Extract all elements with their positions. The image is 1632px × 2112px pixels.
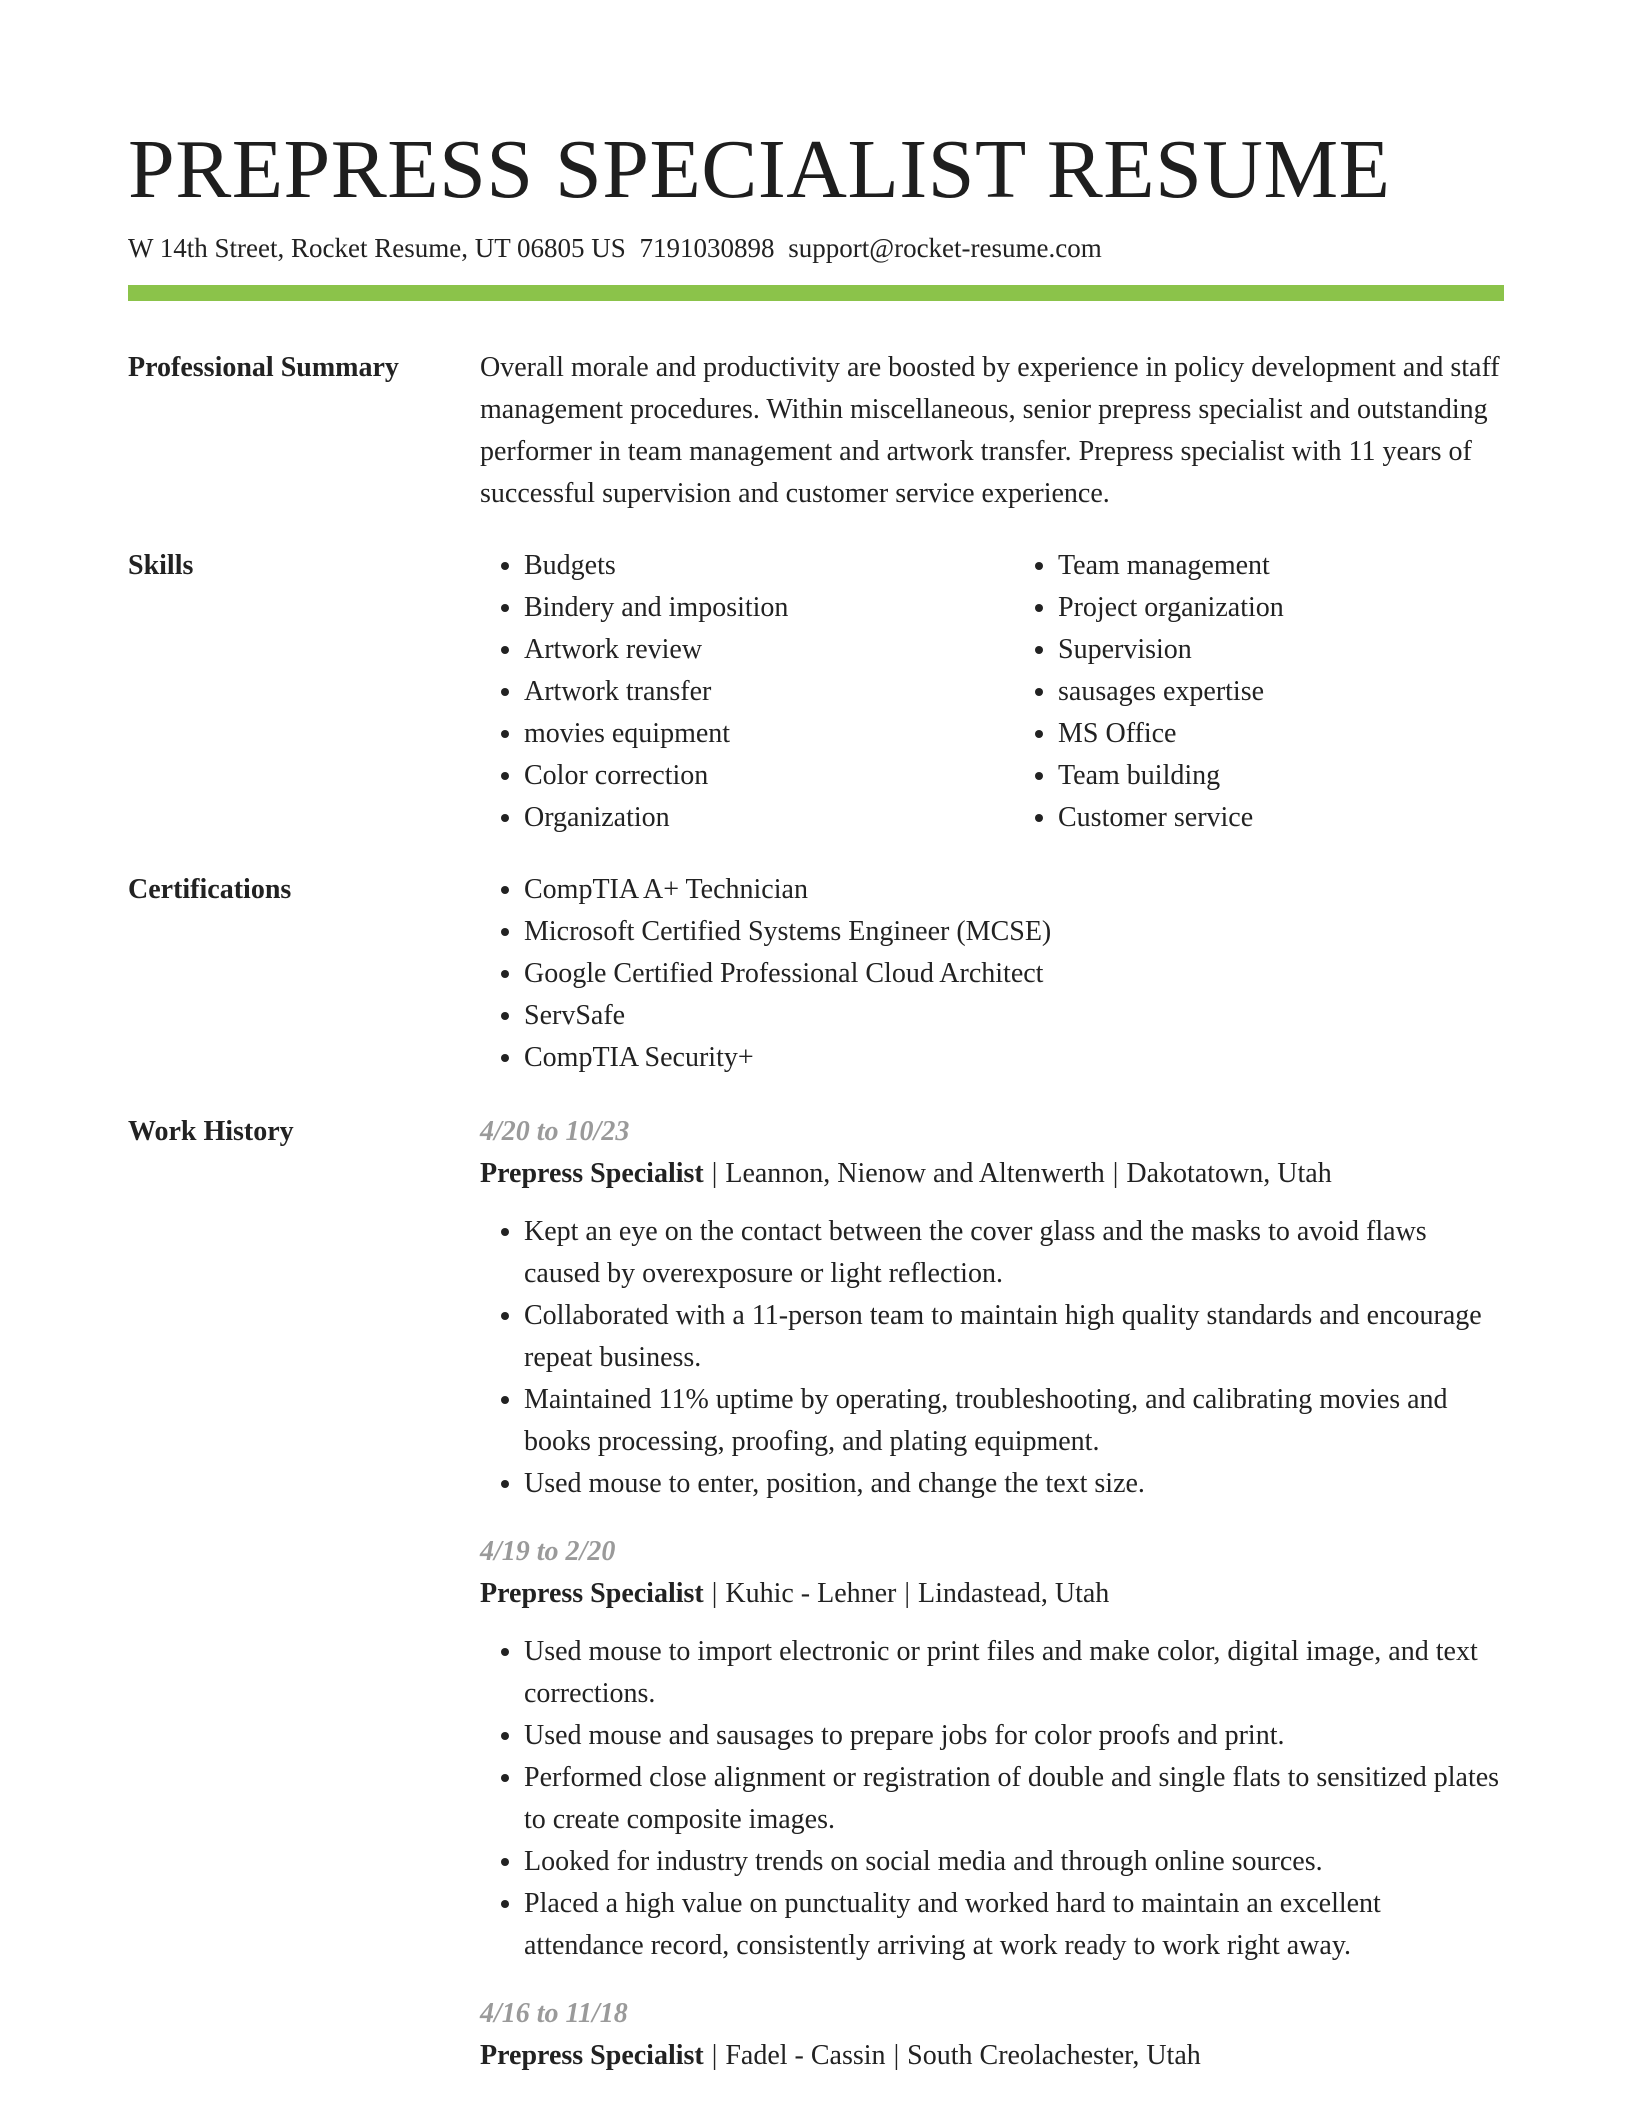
skill-item: • Team building [1058, 755, 1504, 797]
job-bullet: • Kept an eye on the contact between the cover glass and the masks to avoid flaws caused by overexposure or light reflection. [524, 1211, 1504, 1295]
skill-item: • Project organization [1058, 587, 1504, 629]
contact-line [128, 230, 1102, 266]
job-bullets [480, 1211, 1504, 1505]
job-bullet: • Used mouse to enter, position, and change the text size. [524, 1463, 1504, 1505]
job-company: Leannon, Nienow and Altenwerth [725, 1158, 1105, 1189]
skill-item: • Artwork review [524, 629, 970, 671]
certification-item: • CompTIA Security+ [524, 1037, 1504, 1079]
job-dates: 4/19 to 2/20 [480, 1536, 616, 1567]
certifications-heading: Certifications [128, 874, 292, 905]
job-entry [480, 1993, 1504, 2077]
skill-item: • movies equipment [524, 713, 970, 755]
job-bullets [480, 1631, 1504, 1967]
job-title: Prepress Specialist [480, 1158, 704, 1189]
job-bullet: • Performed close alignment or registration of double and single flats to sensitized plates to create composite images. [524, 1757, 1504, 1841]
contact-address: W 14th Street, Rocket Resume, UT 06805 US [128, 233, 626, 263]
skill-item: • Customer service [1058, 797, 1504, 839]
job-company: Kuhic - Lehner [725, 1578, 897, 1609]
resume-title: PREPRESS SPECIALIST RESUME [128, 123, 1391, 216]
skill-item: • MS Office [1058, 713, 1504, 755]
job-bullet: • Used mouse to import electronic or print files and make color, digital image, and text corrections. [524, 1631, 1504, 1715]
job-title: Prepress Specialist [480, 1578, 704, 1609]
job-location: Lindastead, Utah [918, 1578, 1110, 1609]
work-history-body [480, 1111, 1504, 2103]
summary-body [480, 347, 1504, 515]
certification-item: • CompTIA A+ Technician [524, 869, 1504, 911]
skill-item: • Supervision [1058, 629, 1504, 671]
certification-item: • Microsoft Certified Systems Engineer (MCSE) [524, 911, 1504, 953]
skill-item: • Artwork transfer [524, 671, 970, 713]
summary-text: Overall morale and productivity are boosted by experience in policy development and staff management procedures. Within miscellaneous, senior prepress specialist and outstanding performer in team management and artwork transfer. Prepress specialist with 11 years of successful supervision and customer service experience. [480, 352, 1500, 509]
skills-list-right [1014, 545, 1504, 839]
job-location: Dakotatown, Utah [1126, 1158, 1332, 1189]
certifications-list [480, 869, 1504, 1079]
work-history-heading: Work History [128, 1116, 294, 1147]
contact-email[interactable]: support@rocket-resume.com [788, 233, 1102, 263]
contact-phone: 7191030898 [639, 233, 775, 263]
skill-item: • sausages expertise [1058, 671, 1504, 713]
skills-body [480, 545, 1504, 839]
job-dates: 4/16 to 11/18 [480, 1998, 628, 2029]
skills-heading: Skills [128, 550, 194, 581]
summary-heading: Professional Summary [128, 352, 399, 383]
skill-item: • Organization [524, 797, 970, 839]
job-heading: Prepress Specialist | Fadel - Cassin | South Creolachester, Utah [480, 2040, 1201, 2071]
job-location: South Creolachester, Utah [907, 2040, 1201, 2071]
job-bullet: • Placed a high value on punctuality and worked hard to maintain an excellent attendance record, consistently arriving at work ready to work right away. [524, 1883, 1504, 1967]
certifications-body [480, 869, 1504, 1079]
header-divider [128, 285, 1504, 301]
skills-list-left [480, 545, 970, 839]
certification-item: • Google Certified Professional Cloud Architect [524, 953, 1504, 995]
job-heading: Prepress Specialist | Leannon, Nienow and Altenwerth | Dakotatown, Utah [480, 1158, 1332, 1189]
job-entry [480, 1531, 1504, 1967]
job-heading: Prepress Specialist | Kuhic - Lehner | Lindastead, Utah [480, 1578, 1110, 1609]
job-bullet: • Maintained 11% uptime by operating, troubleshooting, and calibrating movies and books processing, proofing, and plating equipment. [524, 1379, 1504, 1463]
skill-item: • Bindery and imposition [524, 587, 970, 629]
skill-item: • Color correction [524, 755, 970, 797]
job-title: Prepress Specialist [480, 2040, 704, 2071]
certification-item: • ServSafe [524, 995, 1504, 1037]
job-entry [480, 1111, 1504, 1505]
job-dates: 4/20 to 10/23 [480, 1116, 630, 1147]
job-company: Fadel - Cassin [725, 2040, 886, 2071]
job-bullet: • Used mouse and sausages to prepare jobs for color proofs and print. [524, 1715, 1504, 1757]
job-bullet: • Collaborated with a 11-person team to maintain high quality standards and encourage repeat business. [524, 1295, 1504, 1379]
skill-item: • Team management [1058, 545, 1504, 587]
skill-item: • Budgets [524, 545, 970, 587]
job-bullet: • Looked for industry trends on social media and through online sources. [524, 1841, 1504, 1883]
